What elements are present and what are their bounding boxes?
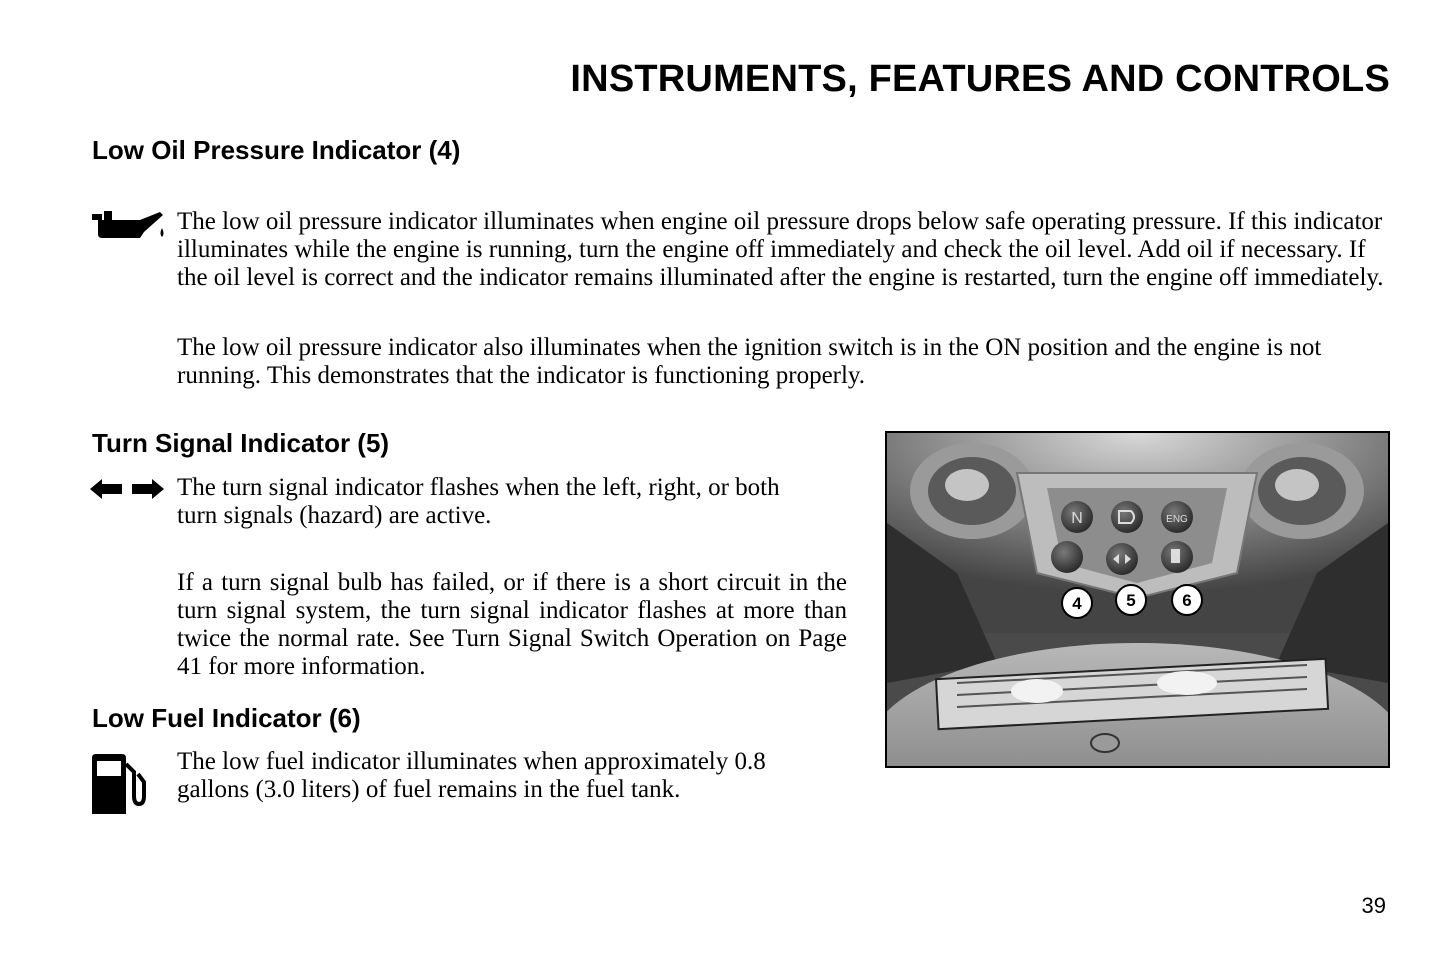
turn-paragraph-2: If a turn signal bulb has failed, or if there is a short circuit in the turn signal system, the turn signal indicator flashes at more than twice the normal rate. See Turn Signal Switch Operation on Page 41 for more information. — [177, 569, 847, 680]
oil-paragraph-1: The low oil pressure indicator illuminates when engine oil pressure drops below safe operating pressure. If this indicator illuminates while the engine is running, turn the engine off immediately and check the oil level. Add oil if necessary. If the oil level is correct and the indicator remains illuminated after the engine is restarted, turn the engine off immediately. — [177, 208, 1384, 291]
turn-arrows-icon — [90, 478, 164, 500]
neutral-lamp-label: N — [1071, 510, 1083, 527]
turn-section-heading: Turn Signal Indicator (5) — [92, 428, 390, 458]
oil-section-heading: Low Oil Pressure Indicator (4) — [92, 135, 461, 165]
page-number: 39 — [1361, 893, 1386, 918]
instrument-cluster-photo — [885, 431, 1390, 768]
fuel-pump-icon — [90, 752, 148, 816]
callout-6: 6 — [1182, 591, 1192, 610]
engine-lamp-label: ENG — [1166, 514, 1188, 525]
fuel-section-heading: Low Fuel Indicator (6) — [92, 703, 361, 733]
fuel-paragraph-1: The low fuel indicator illuminates when approximately 0.8 gallons (3.0 liters) of fuel remains in the fuel tank. — [177, 748, 766, 803]
callout-4: 4 — [1072, 594, 1082, 613]
oil-paragraph-2: The low oil pressure indicator also illuminates when the ignition switch is in the ON position and the engine is not running. This demonstrates that the indicator is functioning properly. — [177, 334, 1322, 389]
oil-can-icon — [90, 208, 168, 246]
callout-5: 5 — [1126, 591, 1136, 610]
page-title: INSTRUMENTS, FEATURES AND CONTROLS — [570, 58, 1390, 100]
turn-paragraph-1: The turn signal indicator flashes when the left, right, or both turn signals (hazard) are active. — [177, 474, 780, 529]
